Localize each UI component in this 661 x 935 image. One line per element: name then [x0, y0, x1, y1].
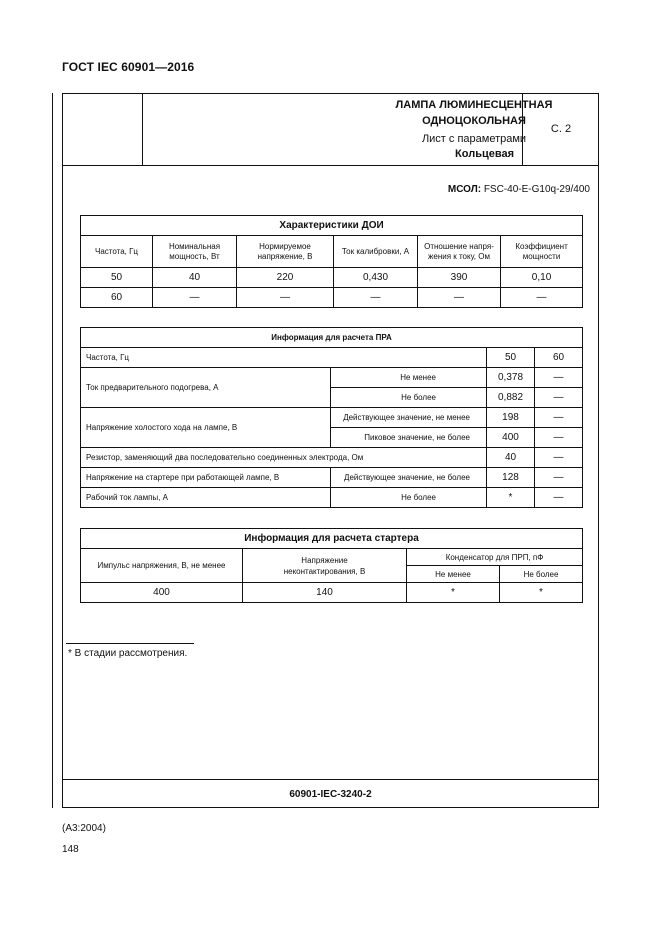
pra-value: 0,378 [487, 368, 535, 388]
pra-table [80, 327, 583, 508]
doi-header: Частота, Гц [81, 236, 153, 268]
table-row [81, 348, 583, 368]
doi-cell: — [334, 288, 418, 308]
table-row [81, 268, 583, 288]
table-row [81, 288, 583, 308]
starter-cell: 400 [81, 583, 243, 603]
doi-cell: 60 [81, 288, 153, 308]
doi-header: Ток калибровки, А [334, 236, 418, 268]
title-block [62, 93, 599, 166]
pra-label: Напряжение на стартере при работающей лампе, В [81, 468, 331, 488]
pra-label: Рабочий ток лампы, А [81, 488, 331, 508]
pra-condition: Пиковое значение, не более [331, 428, 487, 448]
doi-cell: 50 [81, 268, 153, 288]
pra-value: 0,882 [487, 388, 535, 408]
doi-cell: — [237, 288, 334, 308]
doi-header: Отношение напря-жения к току, Ом [418, 236, 501, 268]
pra-value: 400 [487, 428, 535, 448]
starter-caption: Информация для расчета стартера [81, 529, 583, 549]
pra-value: * [487, 488, 535, 508]
starter-header: Не менее [407, 566, 500, 583]
doi-table [80, 215, 583, 308]
pra-value: — [535, 388, 583, 408]
pra-caption: Информация для расчета ПРА [81, 328, 583, 348]
mcol-label: МСОЛ: [447, 184, 482, 195]
doi-header: Нормируемое напряжение, В [237, 236, 334, 268]
doi-cell: — [501, 288, 583, 308]
pra-condition: Действующее значение, не более [331, 468, 487, 488]
doi-header: Номинальная мощность, Вт [153, 236, 237, 268]
sheet-page: С. 2 [550, 123, 572, 135]
table-row [81, 583, 583, 603]
doi-cell: 40 [153, 268, 237, 288]
starter-table [80, 528, 583, 603]
pra-label: Частота, Гц [81, 348, 487, 368]
pra-label: Напряжение холостого хода на лампе, В [81, 408, 331, 448]
pra-value: — [535, 428, 583, 448]
pra-condition: Действующее значение, не менее [331, 408, 487, 428]
table-row [81, 468, 583, 488]
pra-value: 198 [487, 408, 535, 428]
doi-header: Коэффициент мощности [501, 236, 583, 268]
pra-value: 128 [487, 468, 535, 488]
pra-value: — [535, 468, 583, 488]
pra-label: Ток предварительного подогрева, А [81, 368, 331, 408]
pra-value: 40 [487, 448, 535, 468]
title-line-1: ЛАМПА ЛЮМИНЕСЦЕНТНАЯ [395, 99, 553, 111]
standard-header: ГОСТ IEC 60901—2016 [62, 60, 195, 74]
table-row [81, 368, 583, 388]
table-row [81, 448, 583, 468]
pra-value: — [535, 448, 583, 468]
doi-cell: — [418, 288, 501, 308]
page-number: 148 [62, 844, 79, 855]
pra-value: — [535, 408, 583, 428]
title-line-3: Лист с параметрами [421, 133, 527, 145]
table-row [81, 488, 583, 508]
amendment-note: (А3:2004) [62, 823, 106, 834]
footnote: * В стадии рассмотрения. [68, 648, 188, 659]
title-center-cell [142, 93, 553, 165]
pra-condition: Не более [331, 388, 487, 408]
starter-header: Импульс напряжения, В, не менее [81, 549, 243, 583]
pra-value: 50 [487, 348, 535, 368]
table-row [81, 408, 583, 428]
doi-cell: — [153, 288, 237, 308]
sheet-code: 60901-IEC-3240-2 [62, 779, 599, 808]
pra-value: — [535, 488, 583, 508]
starter-cell: * [407, 583, 500, 603]
doi-cell: 220 [237, 268, 334, 288]
left-margin-rule [52, 93, 53, 808]
mcol-code: FSC-40-E-G10q-29/400 [483, 184, 590, 195]
title-line-2: ОДНОЦОКОЛЬНАЯ [422, 115, 526, 127]
starter-cell: 140 [243, 583, 407, 603]
doi-cell: 0,430 [334, 268, 418, 288]
pra-value: — [535, 368, 583, 388]
doi-cell: 390 [418, 268, 501, 288]
starter-header: Конденсатор для ПРП, пФ [407, 549, 583, 566]
starter-header: Не более [500, 566, 583, 583]
pra-condition: Не более [331, 488, 487, 508]
doi-caption: Характеристики ДОИ [81, 216, 583, 236]
mcol-designation [448, 184, 590, 195]
pra-condition: Не менее [331, 368, 487, 388]
starter-cell: * [500, 583, 583, 603]
starter-header: Напряжение неконтактирования, В [243, 549, 407, 583]
pra-label: Резистор, заменяющий два последовательно соединенных электрода, Ом [81, 448, 487, 468]
pra-value: 60 [535, 348, 583, 368]
doi-cell: 0,10 [501, 268, 583, 288]
lamp-shape: Кольцевая [455, 148, 514, 160]
footnote-rule [66, 643, 194, 644]
